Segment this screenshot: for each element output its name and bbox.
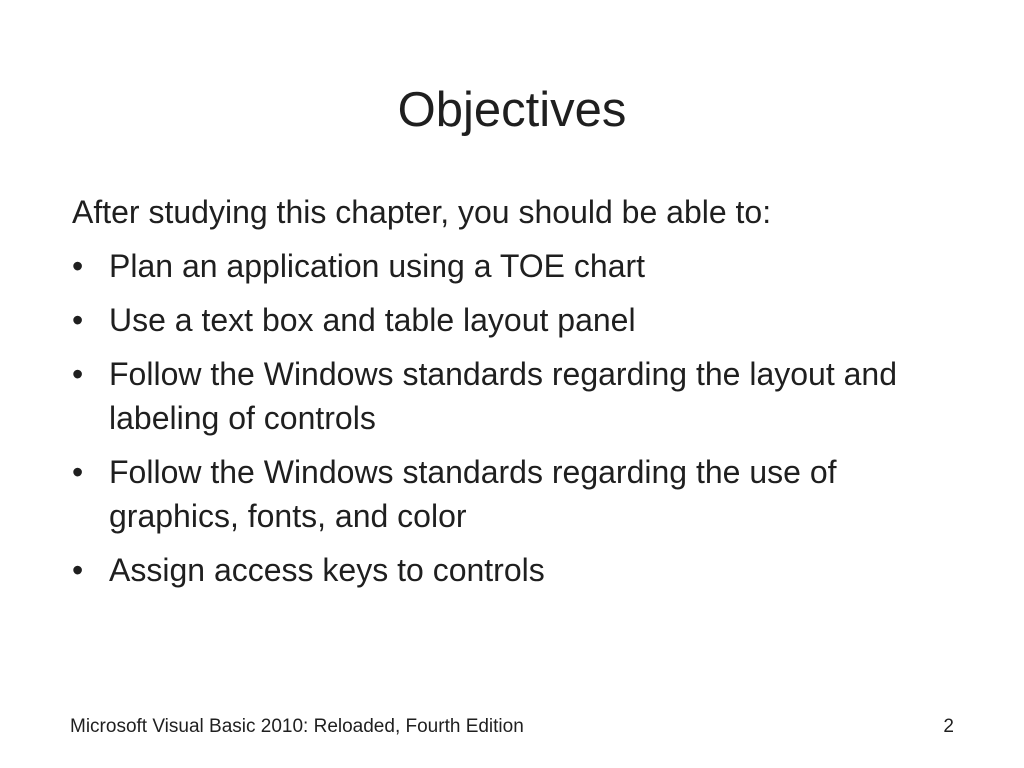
bullet-icon: • [72,552,84,588]
page-number: 2 [943,716,954,737]
bullet-icon: • [72,356,84,392]
intro-text: After studying this chapter, you should be able to: [72,194,772,230]
list-item [72,548,972,592]
slide-body [72,190,972,602]
list-item-text: Assign access keys to controls [109,552,545,588]
list-item-text: Follow the Windows standards regarding the use of graphics, fonts, and color [109,454,837,534]
list-item-text: Use a text box and table layout panel [109,302,636,338]
footer-source: Microsoft Visual Basic 2010: Reloaded, Fourth Edition [70,716,524,737]
list-item [72,450,972,538]
list-item [72,244,972,288]
slide-title: Objectives [397,83,627,137]
bullet-icon: • [72,454,84,490]
list-item [72,352,972,440]
list-item [72,298,972,342]
bullet-icon: • [72,248,84,284]
list-item-text: Plan an application using a TOE chart [109,248,646,284]
objectives-list [72,244,972,592]
bullet-icon: • [72,302,84,338]
list-item-text: Follow the Windows standards regarding the layout and labeling of controls [109,356,897,436]
